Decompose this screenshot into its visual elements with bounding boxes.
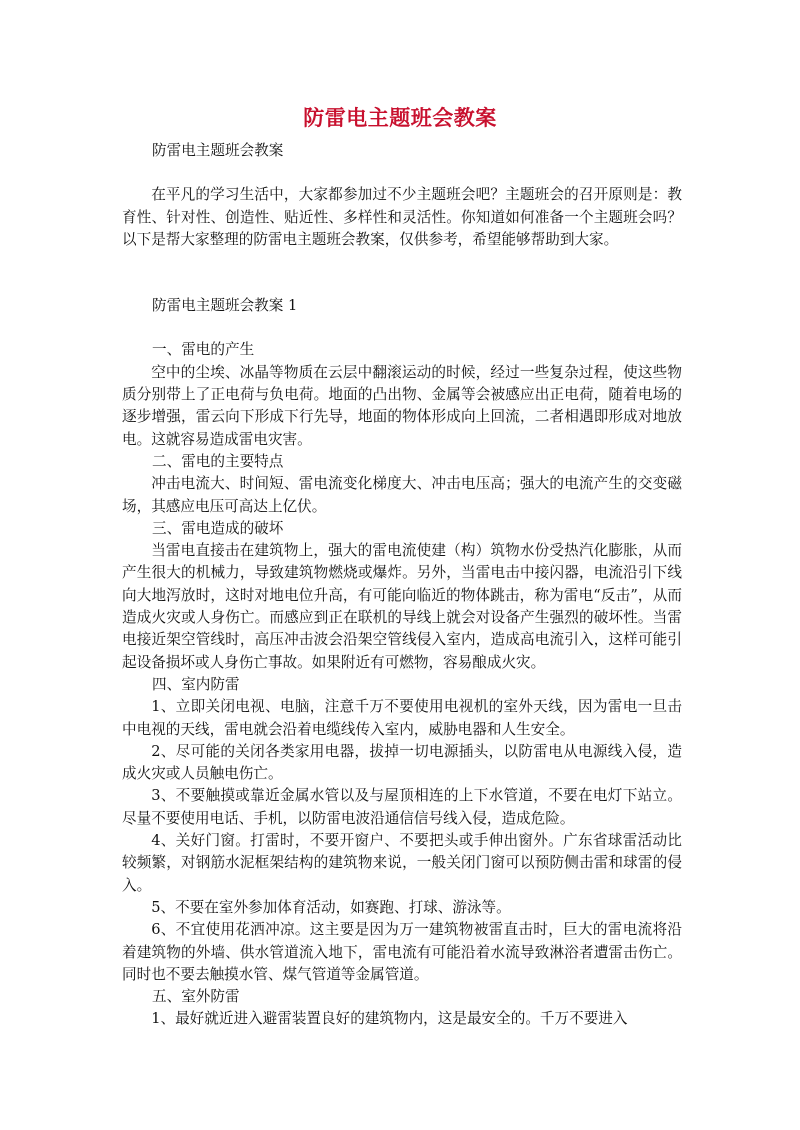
body-paragraph: 1、立即关闭电视、电脑，注意千万不要使用电视机的室外天线，因为雷电一旦击中电视的天线，雷电就会沿着电缆线传入室内，威胁电器和人生安全。 xyxy=(122,698,682,738)
body-paragraph: 3、不要触摸或靠近金属水管以及与屋顶相连的上下水管道，不要在电灯下站立。尽量不要使用电话、手机，以防雷电波沿通信信号线入侵，造成危险。 xyxy=(122,787,682,827)
body-paragraph: 1、最好就近进入避雷装置良好的建筑物内，这是最安全的。千万不要进入 xyxy=(151,1010,628,1028)
spacer xyxy=(122,251,682,295)
body-paragraph: 空中的尘埃、冰晶等物质在云层中翻滚运动的时候，经过一些复杂过程，使这些物质分别带上了正电荷与负电荷。地面的凸出物、金属等会被感应出正电荷，随着电场的逐步增强，雷云向下形成下行先导，地面的物体形成向上回流，二者相遇即形成对地放电。这就容易造成雷电灾害。 xyxy=(122,363,682,448)
body-paragraph: 6、不宜使用花洒冲凉。这主要是因为万一建筑物被雷直击时，巨大的雷电流将沿着建筑物的外墙、供水管道流入地下，雷电流有可能沿着水流导致淋浴者遭雷击伤亡。同时也不要去触摸水管、煤气管道等金属管道。 xyxy=(122,921,682,983)
body-paragraph: 4、关好门窗。打雷时，不要开窗户、不要把头或手伸出窗外。广东省球雷活动比较频繁，对钢筋水泥框架结构的建筑物来说，一般关闭门窗可以预防侧击雷和球雷的侵入。 xyxy=(122,832,682,894)
body-paragraph: 冲击电流大、时间短、雷电流变化梯度大、冲击电压高；强大的电流产生的交变磁场，其感应电压可高达上亿伏。 xyxy=(122,475,682,515)
body-paragraph: 当雷电直接击在建筑物上，强大的雷电流使建（构）筑物水份受热汽化膨胀，从而产生很大的机械力，导致建筑物燃烧或爆炸。另外，当雷电击中接闪器，电流沿引下线向大地泻放时，这时对地电位升高，有可能向临近的物体跳击，称为雷电“反击”，从而造成火灾或人身伤亡。而感应到正在联机的导线上就会对设备产生强烈的破坏性。当雷电接近架空管线时，高压冲击波会沿架空管线侵入室内，造成高电流引入，这样可能引起设备损坏或人身伤亡事故。如果附近有可燃物，容易酿成火灾。 xyxy=(122,542,682,671)
section-title: 防雷电主题班会教案 1 xyxy=(152,297,298,315)
section-heading: 五、室外防雷 xyxy=(152,988,240,1006)
document-body xyxy=(122,140,682,1031)
spacer xyxy=(122,317,682,339)
body-paragraph: 2、尽可能的关闭各类家用电器，拔掉一切电源插头，以防雷电从电源线入侵，造成火灾或人员触电伤亡。 xyxy=(122,742,682,783)
section-heading: 二、雷电的主要特点 xyxy=(152,452,284,470)
section-heading: 三、雷电造成的破坏 xyxy=(152,519,284,537)
document-title: 防雷电主题班会教案 xyxy=(303,105,497,130)
intro-paragraph: 在平凡的学习生活中，大家都参加过不少主题班会吧？主题班会的召开原则是：教育性、针对性、创造性、贴近性、多样性和灵活性。你知道如何准备一个主题班会吗？以下是帮大家整理的防雷电主题班会教案，仅供参考，希望能够帮助到大家。 xyxy=(122,186,682,248)
document-subtitle: 防雷电主题班会教案 xyxy=(152,142,284,159)
section-heading: 四、室内防雷 xyxy=(152,675,240,693)
section-heading: 一、雷电的产生 xyxy=(152,341,255,359)
body-paragraph: 5、不要在室外参加体育活动，如赛跑、打球、游泳等。 xyxy=(151,898,511,916)
spacer xyxy=(122,162,682,184)
